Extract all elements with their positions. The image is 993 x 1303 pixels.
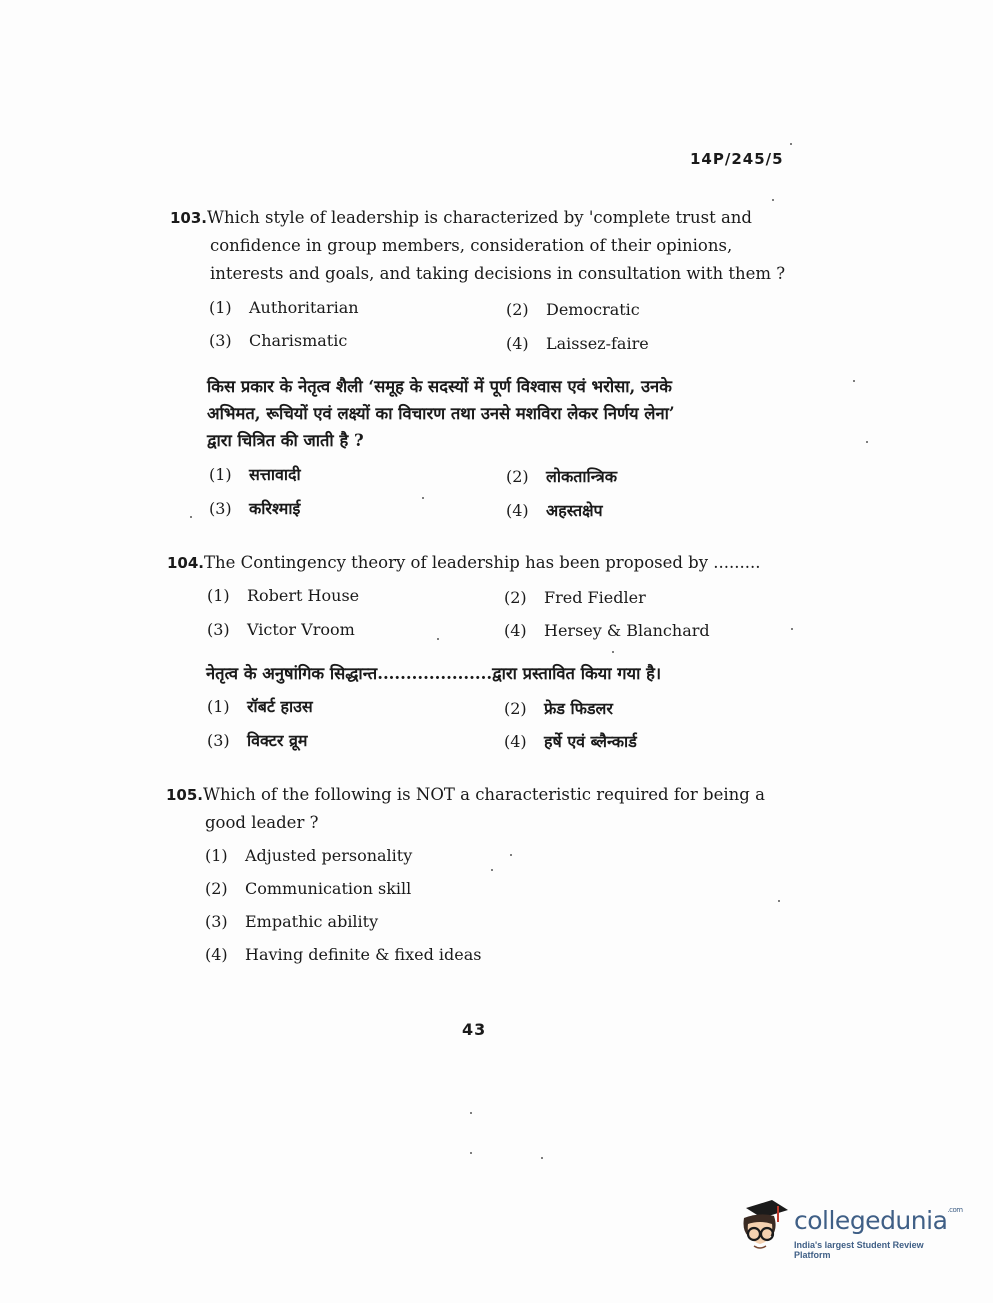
option-1: (1) Authoritarian [209,298,359,317]
option-4: (4) Having definite & fixed ideas [205,945,482,964]
hindi-option-3: (3) विक्टर व्रूम [207,731,308,750]
question-105 [166,781,765,837]
brand-tagline: India's largest Student Review Platform [794,1240,924,1260]
option-2: (2) Communication skill [205,879,412,898]
hindi-option-4: (4) हर्षे एवं ब्लैन्कार्ड [504,732,637,751]
option-3: (3) Empathic ability [205,912,379,931]
brand-name: collegedunia$^{.com}$ [794,1206,963,1235]
question-text-line: interests and goals, and taking decisions in consultation with them ? [210,264,786,283]
hindi-option-3: (3) करिश्माई [209,499,301,518]
hindi-text-line: द्वारा चित्रित की जाती है ? [207,431,364,450]
question-number: 105. [166,786,204,804]
hindi-option-2: (2) लोकतान्त्रिक [506,467,618,486]
option-4: (4) Laissez-faire [506,334,649,353]
question-number: 104. [167,554,205,572]
hindi-option-4: (4) अहस्तक्षेप [506,501,603,520]
hindi-text-line: अभिमत, रूचियों एवं लक्ष्यों का विचारण तथा उनसे मशविरा लेकर निर्णय लेना’ [207,404,675,423]
option-1: (1) Robert House [207,586,360,605]
question-number: 103. [170,209,208,227]
collegedunia-logo [732,1194,962,1264]
option-2: (2) Fred Fiedler [504,588,646,607]
option-2: (2) Democratic [506,300,640,319]
question-104-hindi [206,660,661,687]
question-text-line: confidence in group members, consideration of their opinions, [210,236,733,255]
hindi-text-line: किस प्रकार के नेतृत्व शैली ‘समूह के सदस्यों में पूर्ण विश्वास एवं भरोसा, उनके [207,377,672,396]
question-text-line: 104.The Contingency theory of leadership has been proposed by ......... [167,553,761,572]
question-103 [170,204,785,288]
hindi-option-2: (2) फ्रेड फिडलर [504,699,613,718]
question-103-hindi [207,373,675,454]
page-number: 43 [462,1020,487,1039]
hindi-text-line: नेतृत्व के अनुषांगिक सिद्धान्त....................द्वारा प्रस्तावित किया गया है। [206,664,662,683]
option-3: (3) Victor Vroom [207,620,355,639]
option-1: (1) Adjusted personality [205,846,413,865]
question-text-line: 103.Which style of leadership is characterized by 'complete trust and [170,208,752,227]
question-104 [167,549,761,577]
hindi-option-1: (1) रॉबर्ट हाउस [207,697,313,716]
hindi-option-1: (1) सत्तावादी [209,465,301,484]
paper-code: 14P/245/5 [690,150,784,168]
mascot-icon [732,1194,792,1256]
option-4: (4) Hersey & Blanchard [504,621,710,640]
option-3: (3) Charismatic [209,331,348,350]
question-text-line: 105.Which of the following is NOT a characteristic required for being a [166,785,765,804]
question-text-line: good leader ? [205,813,319,832]
